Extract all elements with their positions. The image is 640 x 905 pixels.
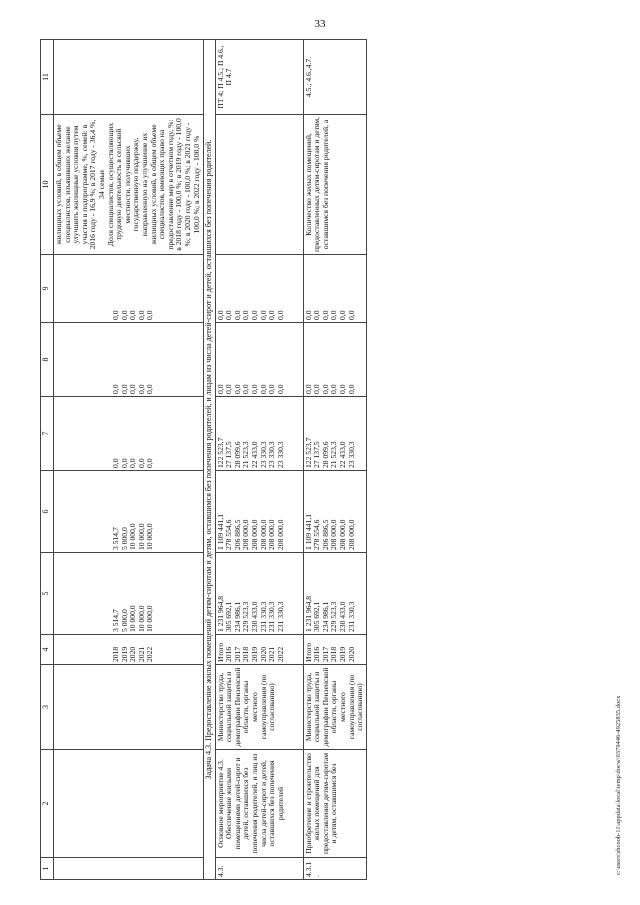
cell-value: 0,0 (337, 310, 347, 320)
cell-value: 305 692,1 (224, 601, 234, 632)
task-title: Задача 4.3. Предоставление жилых помещений детям-сиротам и детям, оставшимся без попечения родителей, и лицам из числа детей-сирот и детей, оставшихся без попечения родителей. (204, 40, 216, 880)
cell-value: 0,0 (312, 310, 322, 320)
cell-value: 2022 (145, 646, 155, 662)
indicator-text-b: Доля специалистов, осуществляющих трудовую деятельность в сельской местности, получивших государственную поддержку, направленную на улучшение их жилищных условий, в общем объеме специалистов, имеющих право на предоставление мер в отчетном году, %: в 2018 году - 100,0 %; в 2019 году - 100,0 %; в 2020 году - 100,0 %; в 2021 году - 100,0 %; в 2022 году - 100,0 % (105, 118, 201, 251)
col-header: 3 (41, 665, 54, 750)
cell-value: 1 109 441,1 (303, 513, 313, 550)
cell-value: 305 692,1 (312, 601, 322, 632)
program-table (40, 39, 367, 880)
cell-value: 2021 (267, 646, 277, 662)
cell-value: 208 000,0 (346, 519, 356, 550)
cell-value: 5 000,0 (119, 609, 129, 632)
regional-budget-cell (215, 471, 303, 553)
cell-value: 0,0 (215, 310, 225, 320)
other-sources-cell (215, 255, 303, 323)
cell-value: 208 000,0 (267, 519, 277, 550)
cell-value: 10 000,0 (145, 523, 155, 550)
cell-value: 23 330,3 (258, 441, 268, 468)
total-cell (303, 553, 366, 635)
cell-value: 0,0 (303, 310, 313, 320)
years-cell (215, 635, 303, 665)
cell-value: 208 000,0 (337, 519, 347, 550)
cell-value: 2018 (329, 646, 339, 662)
cell-value: 2016 (312, 646, 322, 662)
cell-value: 0,0 (320, 310, 330, 320)
cell-value: 10 000,0 (136, 523, 146, 550)
cell-value: 208 000,0 (258, 519, 268, 550)
cell-value: 10 000,0 (128, 523, 138, 550)
cell-value: 22 433,0 (337, 441, 347, 468)
cell-value: 2020 (128, 646, 138, 662)
cell-value: 0,0 (136, 458, 146, 468)
cell-value: 3 514,7 (111, 527, 120, 550)
cell-value: 0,0 (145, 310, 155, 320)
federal-budget-cell (215, 323, 303, 397)
cell-value: 21 523,3 (329, 441, 339, 468)
cell-value: 0,0 (128, 384, 138, 394)
row-4-3 (215, 40, 303, 880)
cell-value: 0,0 (224, 310, 234, 320)
page-number: 33 (314, 18, 326, 30)
cell-value: 27 137,5 (224, 441, 234, 468)
executor: Министерство труда, социальной защиты и демографии Пензенской области, органы местного самоуправления (по согласованию) (215, 665, 303, 750)
cell-value: 230 433,0 (337, 601, 347, 632)
cell-value: 208 000,0 (249, 519, 259, 550)
years-cell (303, 635, 366, 665)
cell-value: 2019 (119, 646, 129, 662)
cell-value: 0,0 (312, 384, 322, 394)
col-header: 4 (41, 635, 54, 665)
cell-value: 0,0 (275, 310, 285, 320)
cell-value: 10 000,0 (136, 605, 146, 632)
cell-value: 23 330,3 (267, 441, 277, 468)
cell-value: Итого (303, 642, 313, 662)
indicator-ref: ПТ 4; П 4.5.; П 4.6., П 4.7 (215, 40, 303, 115)
cell-value: 2020 (346, 646, 356, 662)
cell-value: 278 554,6 (224, 519, 234, 550)
federal-budget-cell (54, 323, 204, 397)
other-sources-cell (303, 255, 366, 323)
cell-value: 10 000,0 (145, 605, 155, 632)
indicator-ref: 4.5.; 4.6.,4.7. (303, 40, 366, 115)
cell-value: 2022 (275, 646, 285, 662)
cell-value: 0,0 (111, 384, 120, 394)
cell-value: 231 330,3 (346, 601, 356, 632)
cell-value: 0,0 (145, 458, 155, 468)
cell-value: 0,0 (337, 384, 347, 394)
indicator-text-a: жилищных условий, в общем объеме специалистов, изъявивших желание улучшить жилищные условия путем участия в подпрограмме, %, семей: в 2016 году - 16,9 %; в 2017 году - 36,4 %, 34 семьи (54, 119, 106, 250)
task-row (204, 40, 216, 880)
cell-value: 0,0 (119, 458, 129, 468)
row-number: 4.3. (215, 858, 303, 880)
col-header: 6 (41, 471, 54, 553)
cell-value: 0,0 (241, 310, 251, 320)
cell-value: 2016 (224, 646, 234, 662)
cell-value: 208 000,0 (241, 519, 251, 550)
indicator-cell: Количество жилых помещений, предоставленных детям-сиротам и детям, оставшимся без попечения родителей, а (303, 115, 366, 255)
cell-value: 0,0 (136, 384, 146, 394)
cell-value: 21 523,3 (241, 441, 251, 468)
rotated-table-page (40, 40, 622, 880)
cell-value: 231 330,3 (275, 601, 285, 632)
executor: Министерство труда, социальной защиты и демографии Пензенской области, органы местного самоуправления (по согласованию) (303, 665, 366, 750)
local-budget-cell (215, 397, 303, 471)
file-path-footer: c:\users\shcoob-11\appdata\local\temp\docw\0379446-4925835.docx (615, 695, 622, 875)
cell-value: 0,0 (145, 384, 155, 394)
cell-value: 229 523,3 (329, 601, 339, 632)
cell-value: 231 330,3 (267, 601, 277, 632)
cell-value: 0,0 (329, 310, 339, 320)
cell-value: 234 986,1 (232, 601, 242, 632)
continued-row (54, 40, 204, 880)
cell-value: 0,0 (224, 384, 234, 394)
cell-value: 229 523,3 (241, 601, 251, 632)
regional-budget-cell (54, 471, 204, 553)
federal-budget-cell (303, 323, 366, 397)
cell-value: 234 986,1 (320, 601, 330, 632)
cell-value: 0,0 (346, 384, 356, 394)
cell-value: 1 231 964,8 (303, 595, 313, 632)
cell-value: 2017 (232, 646, 242, 662)
cell-value: 2018 (241, 646, 251, 662)
cell-value: 0,0 (111, 458, 120, 468)
col-header: 11 (41, 40, 54, 115)
cell-value: 230 433,0 (249, 601, 259, 632)
column-number-row (41, 40, 54, 880)
cell-value: 2018 (111, 646, 120, 662)
other-sources-cell (54, 255, 204, 323)
total-cell (215, 553, 303, 635)
cell-value: 23 330,3 (275, 441, 285, 468)
activity-name: Основное мероприятие 4.3. Обеспечение жилыми помещениями детей-сирот и детей, оставшихся без попечения родителей, и лиц из числа детей-сирот и детей, оставшихся без попечения родителей (215, 750, 303, 858)
cell-value: 0,0 (346, 310, 356, 320)
cell-value: 206 886,5 (320, 519, 330, 550)
cell-value: 206 886,5 (232, 519, 242, 550)
cell-value: 0,0 (267, 310, 277, 320)
cell-value: 28 099,6 (232, 441, 242, 468)
cell-value: 208 000,0 (275, 519, 285, 550)
cell-value: 0,0 (119, 310, 129, 320)
years-cell (54, 635, 204, 665)
row-4-3-1 (303, 40, 366, 880)
col-header: 8 (41, 323, 54, 397)
cell-value: 2021 (136, 646, 146, 662)
cell-value: 0,0 (119, 384, 129, 394)
cell-value: 27 137,5 (312, 441, 322, 468)
cell-value: 2019 (337, 646, 347, 662)
cell-value: 1 231 964,8 (215, 595, 225, 632)
local-budget-cell (54, 397, 204, 471)
cell-value: 231 330,3 (258, 601, 268, 632)
cell-value: 2020 (258, 646, 268, 662)
cell-value: 5 000,0 (119, 527, 129, 550)
cell-value: 2017 (320, 646, 330, 662)
cell-value: 0,0 (258, 310, 268, 320)
col-header: 2 (41, 750, 54, 858)
indicator-cell (54, 115, 204, 255)
col-header: 1 (41, 858, 54, 880)
cell-value: 0,0 (136, 310, 146, 320)
total-cell (54, 553, 204, 635)
cell-value: 0,0 (232, 384, 242, 394)
cell-value: 22 433,0 (249, 441, 259, 468)
col-header: 7 (41, 397, 54, 471)
regional-budget-cell (303, 471, 366, 553)
activity-name: Приобретение и строительство жилых помещений для предоставления детям-сиротам и детям, оставшимся без (303, 750, 366, 858)
cell-value: 122 523,7 (215, 437, 225, 468)
cell-value: Итого (215, 642, 225, 662)
cell-value: 208 000,0 (329, 519, 339, 550)
cell-value: 0,0 (303, 384, 313, 394)
cell-value: 278 554,6 (312, 519, 322, 550)
cell-value: 2019 (249, 646, 259, 662)
cell-value: 0,0 (241, 384, 251, 394)
cell-value: 0,0 (232, 310, 242, 320)
cell-value: 0,0 (215, 384, 225, 394)
cell-value: 0,0 (111, 310, 120, 320)
cell-value: 1 109 441,1 (215, 513, 225, 550)
cell-value: 0,0 (128, 458, 138, 468)
cell-value: 28 099,6 (320, 441, 330, 468)
row-number: 4.3.1. (303, 858, 366, 880)
cell-value: 122 523,7 (303, 437, 313, 468)
cell-value: 0,0 (128, 310, 138, 320)
cell-value: 0,0 (329, 384, 339, 394)
cell-value: 0,0 (249, 310, 259, 320)
cell-value: 0,0 (320, 384, 330, 394)
col-header: 5 (41, 553, 54, 635)
cell-value: 3 514,7 (111, 609, 120, 632)
cell-value: 0,0 (249, 384, 259, 394)
cell-value: 10 000,0 (128, 605, 138, 632)
local-budget-cell (303, 397, 366, 471)
col-header: 10 (41, 115, 54, 255)
cell-value: 0,0 (267, 384, 277, 394)
col-header: 9 (41, 255, 54, 323)
cell-value: 0,0 (258, 384, 268, 394)
cell-value: 0,0 (275, 384, 285, 394)
cell-value: 23 330,3 (346, 441, 356, 468)
